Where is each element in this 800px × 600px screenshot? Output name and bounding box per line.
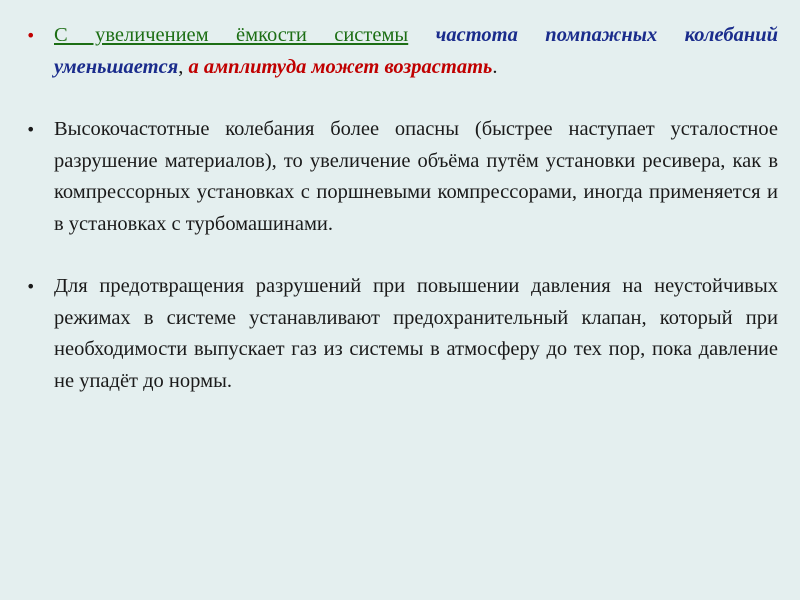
bullet-marker: • bbox=[26, 26, 36, 45]
bullet-text: Высокочастотные колебания более опасны (быстрее наступает усталостное разрушение материалов), то увеличение объёма путём установки ресивера, как в компрессорных установках с поршневыми компрессорами, иногда применяется и в установках с турбомашинами. bbox=[54, 118, 778, 235]
capacity-phrase: С увеличением ёмкости системы bbox=[54, 24, 409, 46]
comma-text: , bbox=[178, 55, 189, 78]
amplitude-phrase: а амплитуда может возрастать bbox=[188, 55, 493, 78]
space-text bbox=[408, 24, 435, 46]
bullet-list bbox=[26, 20, 778, 428]
bullet-item-high-frequency bbox=[26, 114, 778, 240]
bullet-item-safety-valve bbox=[26, 271, 778, 397]
bullet-item-capacity bbox=[26, 20, 778, 83]
bullet-marker: • bbox=[26, 120, 36, 139]
frequency-phrase: частота помпажных колебаний уменьшается bbox=[54, 24, 779, 78]
bullet-text: Для предотвращения разрушений при повышении давления на неустойчивых режимах в системе устанавливают предохранительный клапан, который при необходимости выпускает газ из системы в атмосферу до тех пор, пока давление не упадёт до нормы. bbox=[54, 275, 778, 392]
bullet-marker: • bbox=[26, 277, 36, 296]
period-text: . bbox=[492, 55, 498, 78]
